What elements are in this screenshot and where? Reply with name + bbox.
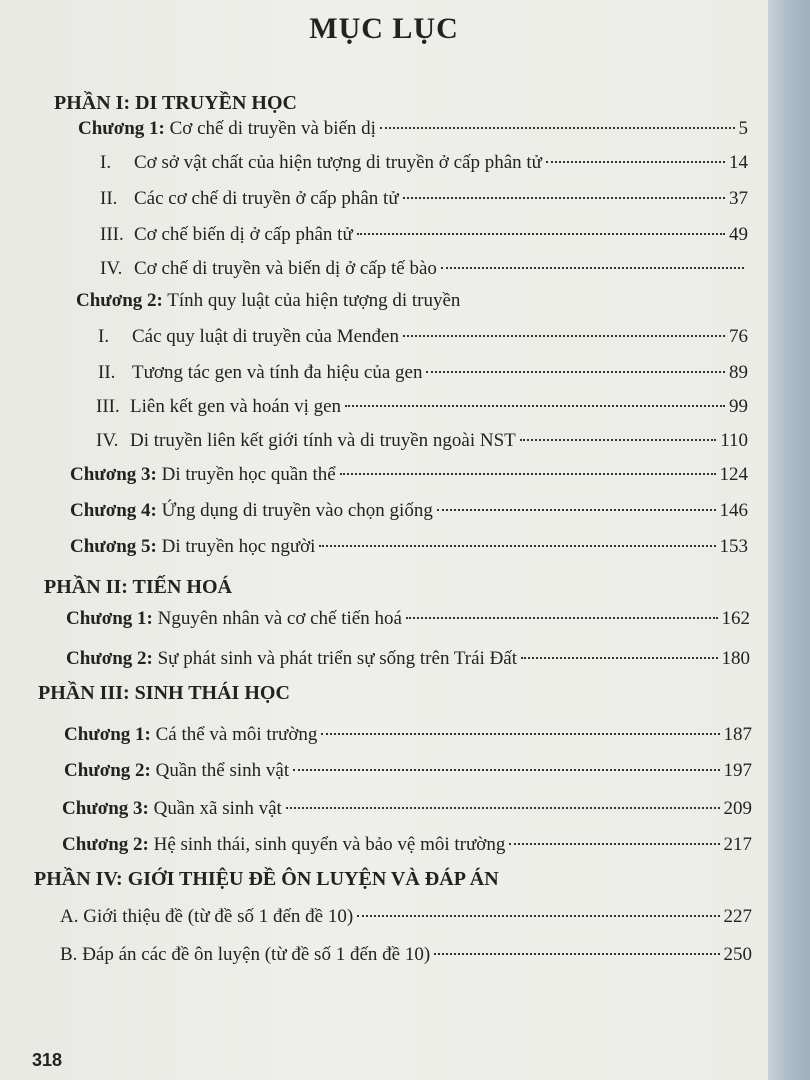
entry-page: 110 <box>720 430 748 451</box>
dot-leader <box>345 405 725 407</box>
entry-text: Di truyền học người <box>161 536 316 557</box>
dot-leader <box>434 953 719 955</box>
toc-entry <box>66 648 750 678</box>
entry-text: Sự phát sinh và phát triển sự sống trên Trái Đất <box>157 648 518 669</box>
entry-page: 217 <box>723 834 752 855</box>
dot-leader <box>441 267 744 269</box>
entry-page: 197 <box>723 760 752 781</box>
dot-leader <box>321 733 719 735</box>
entry-page: 153 <box>719 536 748 557</box>
entry-page: 99 <box>729 396 748 417</box>
toc-entry <box>62 834 752 864</box>
entry-prefix: IV. <box>100 258 123 279</box>
entry-text: Liên kết gen và hoán vị gen <box>130 396 342 417</box>
entry-prefix: III. <box>100 224 124 245</box>
dot-leader <box>426 371 725 373</box>
toc-entry <box>70 464 748 494</box>
entry-page: 162 <box>721 608 750 629</box>
part-heading-4: PHẦN IV: GIỚI THIỆU ĐỀ ÔN LUYỆN VÀ ĐÁP ÁN <box>34 868 499 890</box>
dot-leader <box>403 197 725 199</box>
entry-page: 37 <box>729 188 748 209</box>
entry-prefix: II. <box>98 362 116 383</box>
dot-leader <box>521 657 717 659</box>
entry-prefix: Chương 3: <box>62 798 149 819</box>
entry-prefix: Chương 4: <box>70 500 157 521</box>
entry-prefix: Chương 1: <box>66 608 153 629</box>
toc-entry <box>98 362 748 392</box>
toc-entry <box>70 500 748 530</box>
entry-prefix: IV. <box>96 430 119 451</box>
page-title: MỤC LỤC <box>309 12 459 45</box>
entry-text: Hệ sinh thái, sinh quyển và bảo vệ môi trường <box>153 834 506 855</box>
entry-text: Ứng dụng di truyền vào chọn giống <box>161 500 433 521</box>
entry-text: Giới thiệu đề (từ đề số 1 đến đề 10) <box>83 906 354 927</box>
entry-page: 187 <box>723 724 752 745</box>
entry-prefix: Chương 1: <box>78 118 165 139</box>
entry-prefix: B. <box>60 944 78 965</box>
toc-entry <box>70 536 748 566</box>
entry-text: Nguyên nhân và cơ chế tiến hoá <box>157 608 402 629</box>
entry-prefix: II. <box>100 188 118 209</box>
dot-leader <box>437 509 716 511</box>
dot-leader <box>403 335 725 337</box>
entry-page: 49 <box>729 224 748 245</box>
toc-entry <box>96 396 748 426</box>
toc-entry <box>60 906 752 936</box>
page-number: 318 <box>32 1050 63 1070</box>
toc-entry <box>100 188 748 218</box>
toc-entry <box>78 118 748 148</box>
entry-page: 146 <box>719 500 748 521</box>
entry-text: Các quy luật di truyền của Menđen <box>132 326 399 347</box>
toc-entry <box>64 760 752 790</box>
entry-prefix: Chương 3: <box>70 464 157 485</box>
toc-entry <box>64 724 752 754</box>
entry-text: Tương tác gen và tính đa hiệu của gen <box>132 362 423 383</box>
entry-prefix: III. <box>96 396 120 417</box>
entry-page: 124 <box>719 464 748 485</box>
entry-prefix: Chương 2: <box>66 648 153 669</box>
entry-page: 250 <box>723 944 752 965</box>
toc-entry <box>62 798 752 828</box>
entry-page: 180 <box>721 648 750 669</box>
dot-leader <box>357 233 725 235</box>
entry-text: Quần thể sinh vật <box>155 760 290 781</box>
entry-text: Di truyền học quần thể <box>161 464 336 485</box>
dot-leader <box>286 807 720 809</box>
toc-entry <box>98 326 748 356</box>
dot-leader <box>340 473 716 475</box>
entry-prefix: Chương 2: <box>64 760 151 781</box>
dot-leader <box>546 161 725 163</box>
entry-prefix: I. <box>100 152 112 173</box>
toc-entry <box>100 258 748 288</box>
entry-text: Đáp án các đề ôn luyện (từ đề số 1 đến đề 10) <box>82 944 431 965</box>
entry-text: Các cơ chế di truyền ở cấp phân tử <box>134 188 399 209</box>
dot-leader <box>380 127 735 129</box>
entry-page: 209 <box>723 798 752 819</box>
entry-text: Quần xã sinh vật <box>153 798 282 819</box>
entry-prefix: Chương 5: <box>70 536 157 557</box>
entry-page: 14 <box>729 152 748 173</box>
entry-text: Di truyền liên kết giới tính và di truyền ngoài NST <box>130 430 516 451</box>
dot-leader <box>319 545 715 547</box>
part-heading-1: PHẦN I: DI TRUYỀN HỌC <box>54 92 297 114</box>
entry-text: Cơ sở vật chất của hiện tượng di truyền ở cấp phân tử <box>134 152 542 173</box>
dot-leader <box>357 915 719 917</box>
entry-prefix: Chương 2: <box>62 834 149 855</box>
entry-text: Tính quy luật của hiện tượng di truyền <box>167 290 461 311</box>
toc-entry <box>76 290 748 320</box>
toc-entry <box>60 944 752 974</box>
dot-leader <box>406 617 718 619</box>
entry-prefix: Chương 2: <box>76 290 163 311</box>
dot-leader <box>509 843 719 845</box>
entry-prefix: I. <box>98 326 110 347</box>
entry-text: Cơ chế biến dị ở cấp phân tử <box>134 224 353 245</box>
entry-prefix: A. <box>60 906 79 927</box>
toc-entry <box>66 608 750 638</box>
entry-page: 89 <box>729 362 748 383</box>
entry-text: Cá thể và môi trường <box>155 724 318 745</box>
toc-entry <box>100 152 748 182</box>
entry-page: 76 <box>729 326 748 347</box>
dot-leader <box>293 769 719 771</box>
part-heading-2: PHẦN II: TIẾN HOÁ <box>44 576 232 598</box>
dot-leader <box>520 439 716 441</box>
entry-text: Cơ chế di truyền và biến dị ở cấp tế bào <box>134 258 437 279</box>
book-spine-edge <box>768 0 810 1080</box>
entry-page: 5 <box>738 118 748 139</box>
part-heading-3: PHẦN III: SINH THÁI HỌC <box>38 682 290 704</box>
toc-entry <box>100 224 748 254</box>
entry-page: 227 <box>723 906 752 927</box>
entry-prefix: Chương 1: <box>64 724 151 745</box>
toc-entry <box>96 430 748 460</box>
entry-text: Cơ chế di truyền và biến dị <box>169 118 376 139</box>
